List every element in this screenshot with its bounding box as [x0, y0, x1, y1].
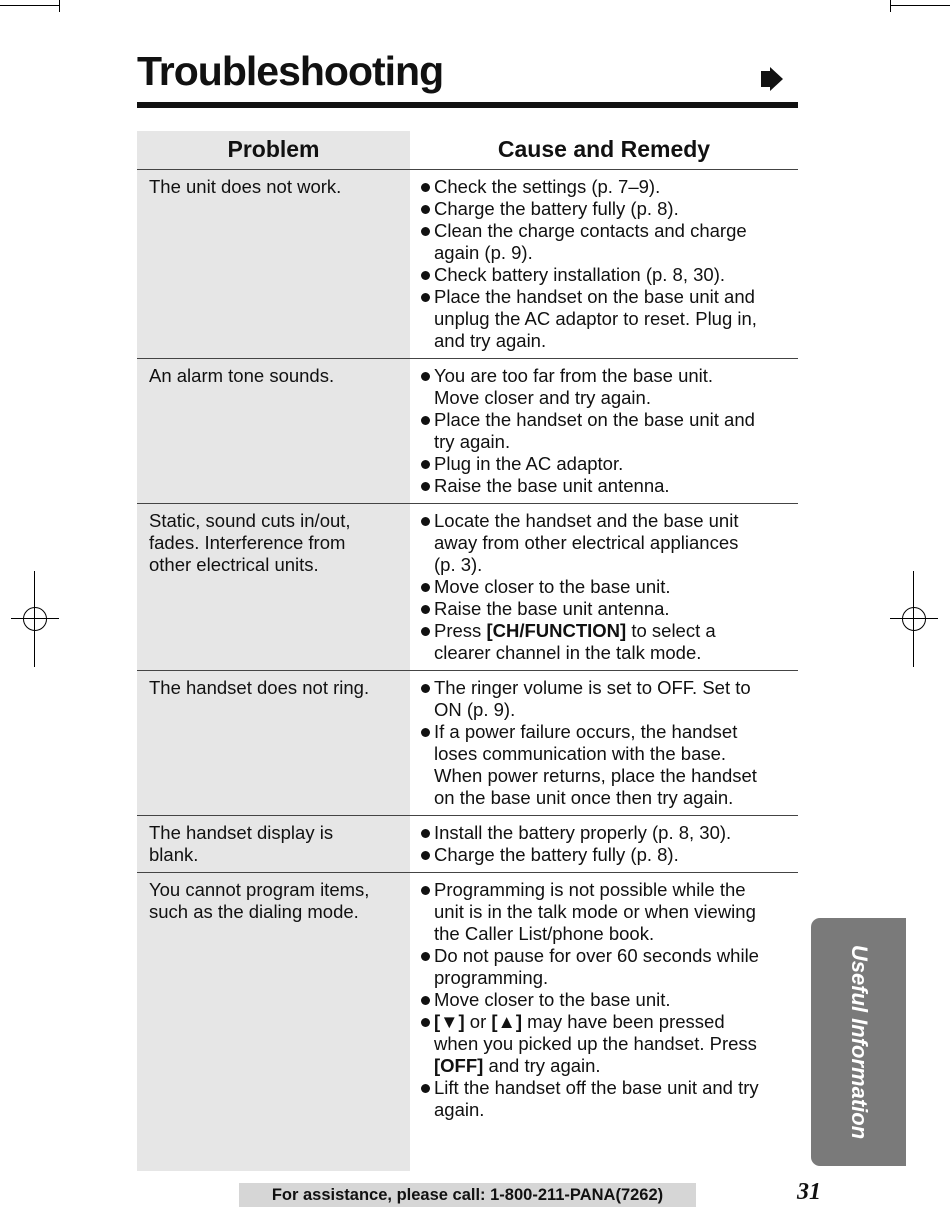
- bullet-icon: [421, 293, 430, 302]
- remedy-item: Raise the base unit antenna.: [421, 598, 792, 620]
- remedy-item: Programming is not possible while the unit is in the talk mode or when viewing the Caller List/phone book.: [421, 879, 792, 945]
- bullet-icon: [421, 886, 430, 895]
- bullet-icon: [421, 583, 430, 592]
- crop-mark: [890, 0, 891, 12]
- key-down-button: [▼]: [434, 1011, 465, 1032]
- remedy-item: Charge the battery fully (p. 8).: [421, 844, 792, 866]
- remedy-item: [▼] or [▲] may have been pressed when you picked up the handset. Press [OFF] and try again.: [421, 1011, 792, 1077]
- remedy-item: Clean the charge contacts and charge again (p. 9).: [421, 220, 792, 264]
- remedy-item: Raise the base unit antenna.: [421, 475, 792, 497]
- remedy-item: Locate the handset and the base unit away from other electrical appliances (p. 3).: [421, 510, 792, 576]
- problem-cell: The handset does not ring.: [149, 677, 370, 698]
- page-number: 31: [797, 1179, 821, 1205]
- bullet-icon: [421, 227, 430, 236]
- bullet-icon: [421, 605, 430, 614]
- table-row: [137, 504, 798, 671]
- crop-mark: [890, 5, 950, 6]
- bullet-icon: [421, 517, 430, 526]
- bullet-icon: [421, 1084, 430, 1093]
- registration-mark-left: [11, 571, 59, 667]
- crop-mark: [0, 5, 60, 6]
- remedy-item: Place the handset on the base unit and try again.: [421, 409, 792, 453]
- remedy-cell: [421, 816, 798, 872]
- table-row: [137, 671, 798, 816]
- remedy-cell: [421, 504, 798, 670]
- bullet-icon: [421, 183, 430, 192]
- troubleshooting-table: [137, 131, 798, 1127]
- remedy-cell: [421, 671, 798, 815]
- remedy-cell: [421, 170, 798, 358]
- bullet-icon: [421, 829, 430, 838]
- crop-mark: [59, 0, 60, 12]
- bullet-icon: [421, 627, 430, 636]
- remedy-item: Plug in the AC adaptor.: [421, 453, 792, 475]
- bullet-icon: [421, 952, 430, 961]
- table-row: [137, 359, 798, 504]
- bullet-icon: [421, 372, 430, 381]
- section-tab: [811, 918, 906, 1166]
- key-off-button: [OFF]: [434, 1055, 484, 1076]
- bullet-icon: [421, 728, 430, 737]
- remedy-item: Check battery installation (p. 8, 30).: [421, 264, 792, 286]
- remedy-cell: [421, 359, 798, 503]
- assistance-banner: For assistance, please call: 1-800-211-PANA(7262): [239, 1183, 696, 1207]
- remedy-item: Install the battery properly (p. 8, 30).: [421, 822, 792, 844]
- bullet-icon: [421, 460, 430, 469]
- arrow-right-icon: [761, 67, 783, 91]
- remedy-item: Place the handset on the base unit and unplug the AC adaptor to reset. Plug in, and try again.: [421, 286, 792, 352]
- remedy-item: Move closer to the base unit.: [421, 989, 792, 1011]
- remedy-item: Do not pause for over 60 seconds while programming.: [421, 945, 792, 989]
- key-ch-function: [CH/FUNCTION]: [486, 620, 627, 641]
- column-header-problem: Problem: [227, 136, 320, 162]
- bullet-icon: [421, 684, 430, 693]
- remedy-item: Check the settings (p. 7–9).: [421, 176, 792, 198]
- bullet-icon: [421, 271, 430, 280]
- remedy-item: If a power failure occurs, the handset loses communication with the base. When power returns, place the handset on the base unit once then try again.: [421, 721, 792, 809]
- remedy-item: Press [CH/FUNCTION] to select a clearer channel in the talk mode.: [421, 620, 792, 664]
- bullet-icon: [421, 416, 430, 425]
- bullet-icon: [421, 851, 430, 860]
- remedy-item: The ringer volume is set to OFF. Set to ON (p. 9).: [421, 677, 792, 721]
- bullet-icon: [421, 205, 430, 214]
- problem-cell: Static, sound cuts in/out, fades. Interference from other electrical units.: [149, 510, 351, 575]
- page-title: Troubleshooting: [137, 48, 444, 94]
- registration-mark-right: [890, 571, 938, 667]
- table-row: [137, 873, 798, 1127]
- bullet-icon: [421, 996, 430, 1005]
- bullet-icon: [421, 1018, 430, 1027]
- key-up-button: [▲]: [491, 1011, 523, 1032]
- remedy-item: Move closer to the base unit.: [421, 576, 792, 598]
- problem-cell: You cannot program items, such as the dialing mode.: [149, 879, 370, 922]
- remedy-item: Charge the battery fully (p. 8).: [421, 198, 792, 220]
- column-header-cause-remedy: Cause and Remedy: [497, 136, 711, 162]
- section-tab-label: Useful Information: [846, 944, 872, 1140]
- table-row: [137, 170, 798, 359]
- problem-cell: The handset display is blank.: [149, 822, 334, 865]
- problem-cell: The unit does not work.: [149, 176, 342, 197]
- table-header: [137, 131, 798, 170]
- problem-cell: An alarm tone sounds.: [149, 365, 335, 386]
- title-rule: [137, 102, 798, 108]
- table-row: [137, 816, 798, 873]
- remedy-cell: [421, 873, 798, 1127]
- bullet-icon: [421, 482, 430, 491]
- remedy-item: You are too far from the base unit. Move closer and try again.: [421, 365, 792, 409]
- remedy-item: Lift the handset off the base unit and try again.: [421, 1077, 792, 1121]
